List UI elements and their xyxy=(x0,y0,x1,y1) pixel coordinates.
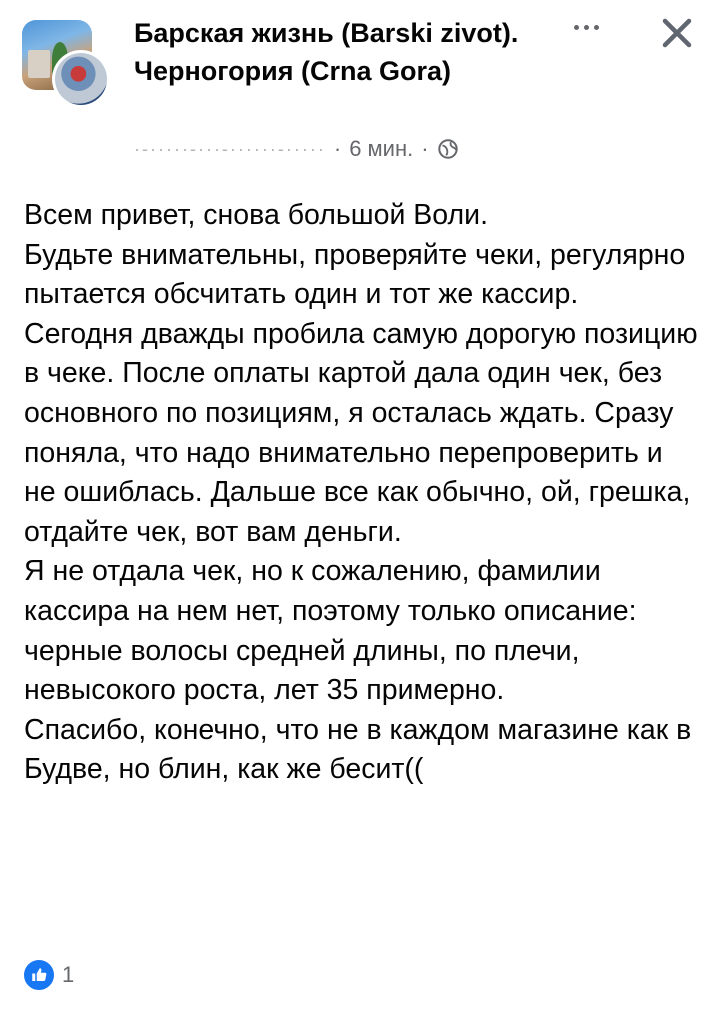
post-paragraph: Я не отдала чек, но к сожалению, фамилии кассира на нем нет, поэтому только описание: черные волосы средней длины, по плечи, невысокого роста, лет 35 примерно. xyxy=(24,555,637,707)
post-paragraph: Будьте внимательны, проверяйте чеки, регулярно пытается обсчитать один и тот же кассир. xyxy=(24,238,686,311)
meta-separator: · xyxy=(333,136,342,161)
post-text xyxy=(24,196,700,790)
author-avatar[interactable] xyxy=(52,50,110,108)
more-icon[interactable] xyxy=(566,12,606,42)
author-name-blurred[interactable]: ·-·····-···-······-····· xyxy=(134,138,326,159)
group-name[interactable]: Барская жизнь (Barski zivot). Черногория (Crna Gora) xyxy=(134,18,519,86)
reaction-count: 1 xyxy=(62,962,75,987)
globe-icon xyxy=(437,138,459,160)
like-icon xyxy=(22,958,56,992)
meta-separator: · xyxy=(421,136,429,161)
post-meta xyxy=(134,136,459,162)
post-paragraph: Спасибо, конечно, что не в каждом магазине как в Будве, но блин, как же бесит(( xyxy=(24,713,692,786)
reactions-summary[interactable] xyxy=(22,958,74,992)
group-avatar[interactable] xyxy=(22,20,108,106)
post-time[interactable]: 6 мин. xyxy=(349,136,414,161)
post-paragraph: Всем привет, снова большой Воли. xyxy=(24,199,488,231)
post-paragraph: Сегодня дважды пробила самую дорогую позицию в чеке. После оплаты картой дала один чек, без основного по позициям, я осталась ждать. Сразу поняла, что надо внимательно перепроверить и не ошиблась. Дальше все как обычно, ой, грешка, отдайте чек, вот вам деньги. xyxy=(24,317,698,548)
close-icon[interactable] xyxy=(656,12,698,54)
